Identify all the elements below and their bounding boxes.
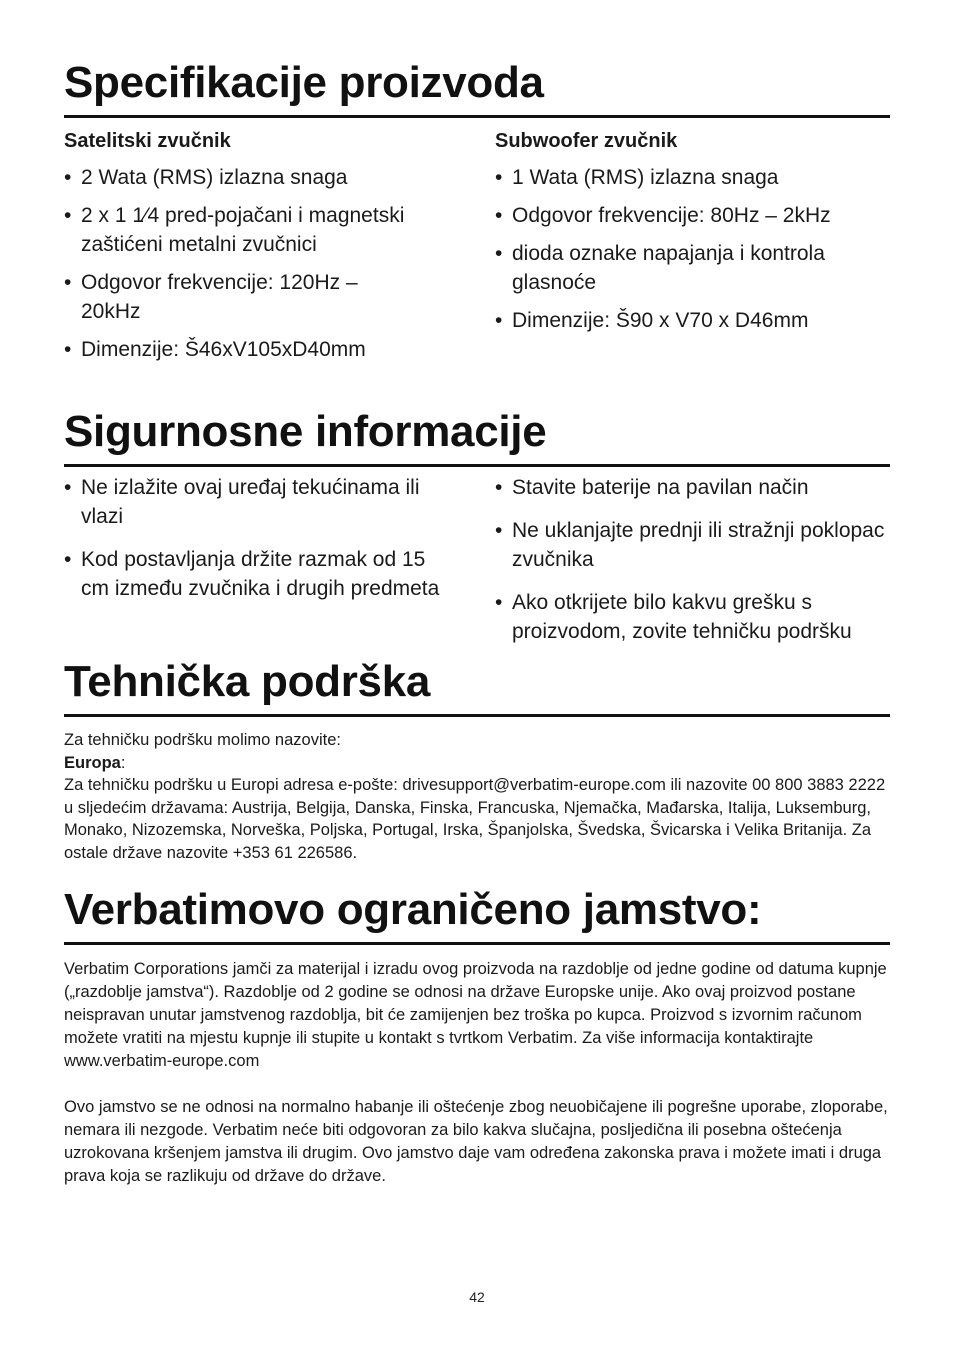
list-item: • 1 Wata (RMS) izlazna snaga <box>495 163 890 192</box>
list-item: • Ne uklanjajte prednji ili stražnji poklopac zvučnika <box>495 516 890 574</box>
warranty-section <box>64 884 890 1188</box>
list-item: • Kod postavljanja držite razmak od 15 cm između zvučnika i drugih predmeta <box>64 545 459 603</box>
support-body: Za tehničku podršku u Europi adresa e-pošte: drivesupport@verbatim-europe.com ili nazovite 00 800 3883 2222 u sljedećim državama: Austrija, Belgija, Danska, Finska, Francuska, Njemačka, Mađarska, Italija, Luksemburg, Monako, Nizozemska, Norveška, Poljska, Portugal, Irska, Španjolska, Švedska, Švicarska i Velika Britanija. Za ostale države nazovite +353 61 226586. <box>64 776 886 862</box>
list-item: • Odgovor frekvencije: 80Hz – 2kHz <box>495 201 890 230</box>
support-title: Tehnička podrška <box>64 657 431 706</box>
support-divider <box>64 714 890 717</box>
list-item: • Stavite baterije na pavilan način <box>495 473 890 502</box>
spec-section <box>64 57 890 364</box>
list-item: • dioda oznake napajanja i kontrola glasnoće <box>495 239 890 297</box>
satellite-column <box>64 118 459 364</box>
safety-title: Sigurnosne informacije <box>64 407 547 456</box>
warranty-divider <box>64 942 890 945</box>
support-intro: Za tehničku podršku molimo nazovite: <box>64 731 341 749</box>
list-item: • Dimenzije: Š46xV105xD40mm <box>64 335 459 364</box>
subwoofer-heading: Subwoofer zvučnik <box>495 130 678 152</box>
spec-title: Specifikacije proizvoda <box>64 58 544 107</box>
list-item: • Dimenzije: Š90 x V70 x D46mm <box>495 306 890 335</box>
list-item: • 2 x 1 1⁄4 pred-pojačani i magnetski zaštićeni metalni zvučnici <box>64 201 459 259</box>
list-item: • Odgovor frekvencije: 120Hz – 20kHz <box>64 268 459 326</box>
safety-section <box>64 406 890 646</box>
safety-left-column <box>64 467 459 646</box>
warranty-paragraph-2: Ovo jamstvo se ne odnosi na normalno habanje ili oštećenje zbog neuobičajene ili pogrešne uporabe, zloporabe, nemara ili nezgode. Verbatim neće biti odgovoran za bilo kakva slučajna, posljedična ili posebna oštećenja uzrokovana kršenjem jamstva ili drugim. Ovo jamstvo daje vam određena zakonska prava i možete imati i druga prava koja se razlikuju od države do države. <box>64 1098 888 1185</box>
support-region-label: Europa <box>64 753 121 772</box>
support-section <box>64 656 890 864</box>
satellite-heading: Satelitski zvučnik <box>64 130 231 152</box>
subwoofer-column <box>495 118 890 364</box>
warranty-title: Verbatimovo ograničeno jamstvo: <box>64 885 762 934</box>
list-item: • Ako otkrijete bilo kakvu grešku s proizvodom, zovite tehničku podršku <box>495 588 890 646</box>
safety-right-column <box>495 467 890 646</box>
support-region <box>64 752 890 775</box>
list-item: • 2 Wata (RMS) izlazna snaga <box>64 163 459 192</box>
page-number: 42 <box>469 1289 485 1305</box>
list-item: • Ne izlažite ovaj uređaj tekućinama ili vlazi <box>64 473 459 531</box>
support-region-suffix: : <box>120 753 126 772</box>
warranty-paragraph-1: Verbatim Corporations jamči za materijal i izradu ovog proizvoda na razdoblje od jedne godine od datuma kupnje („razdoblje jamstva“). Razdoblje od 2 godine se odnosi na države Europske unije. Ako ovaj proizvod postane neispravan unutar jamstvenog razdoblja, bit će zamijenjen bez troška po kupca. Proizvod s izvornim računom možete vratiti na mjestu kupnje ili stupite u kontakt s tvrtkom Verbatim. Za više informacija kontaktirajte www.verbatim-europe.com <box>64 960 887 1070</box>
